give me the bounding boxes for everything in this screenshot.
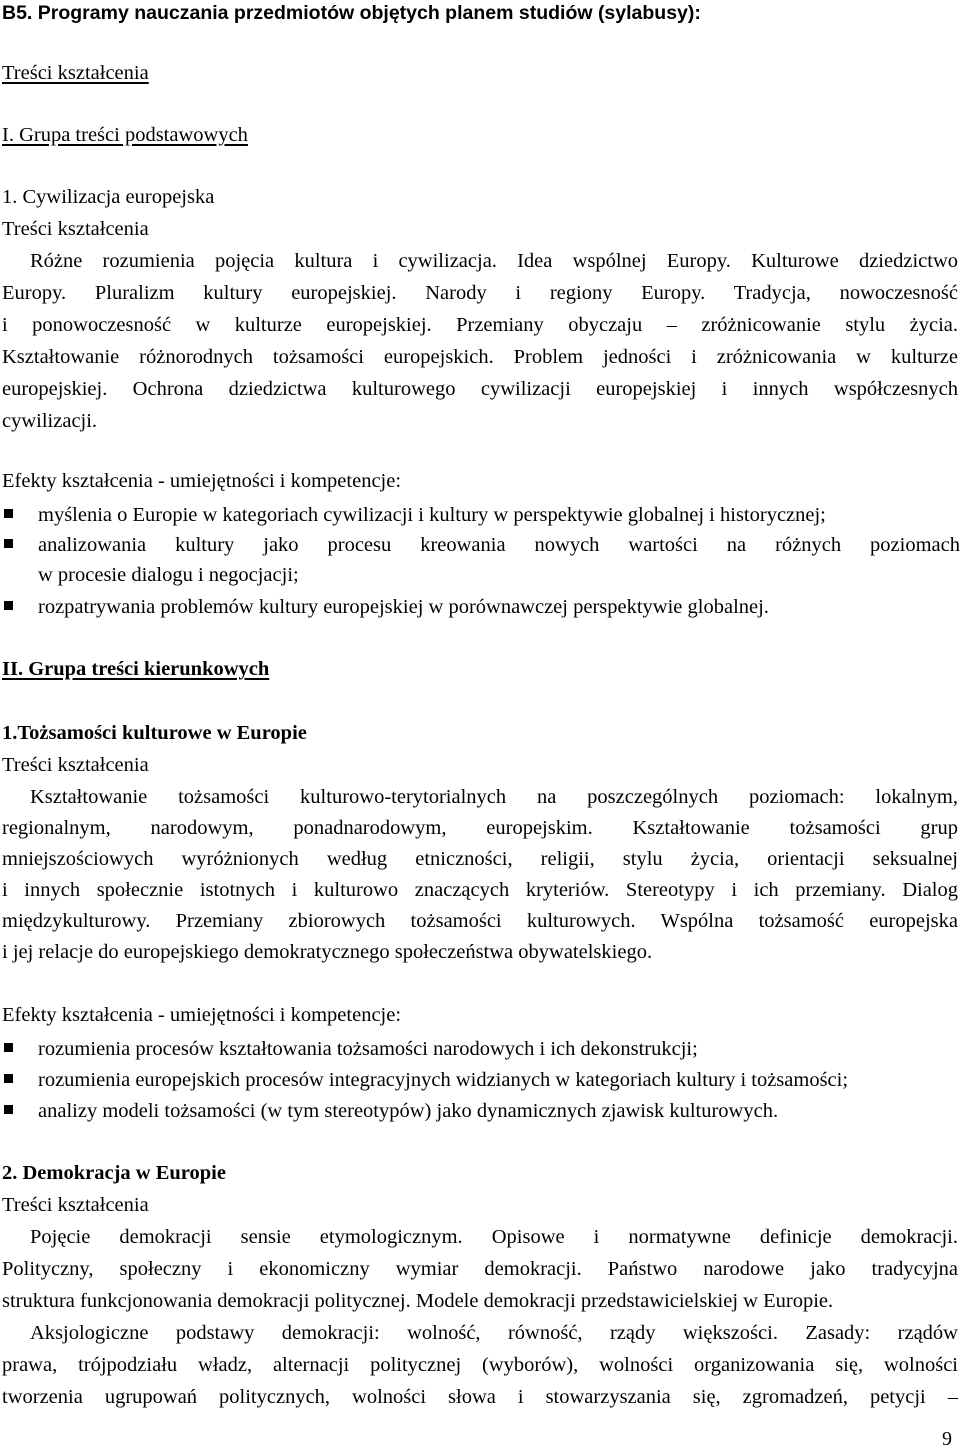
bullet-square-icon — [4, 509, 13, 518]
s3-para-line: Aksjologiczne podstawy demokracji: wolność, równość, rządy większości. Zasady: rządów — [30, 1322, 958, 1344]
bullet-square-icon — [4, 539, 13, 548]
s1-para-line: cywilizacji. — [2, 410, 98, 432]
bullet-text: rozumienia europejskich procesów integracyjnych widzianych w kategoriach kultury i tożsamości; — [38, 1069, 849, 1091]
bullet-text: analizy modeli tożsamości (w tym stereotypów) jako dynamicznych zjawisk kulturowych. — [38, 1100, 779, 1122]
s2-efekty-label: Efekty kształcenia - umiejętności i kompetencje: — [2, 1004, 402, 1026]
s3-para-line: prawa, trójpodziału władz, alternacji politycznej (wyborów), wolności organizowania się, wolności — [2, 1354, 958, 1376]
s2-para-line: i jej relacje do europejskiego demokratycznego społeczeństwa obywatelskiego. — [2, 941, 653, 963]
s3-para-line: tworzenia ugrupowań politycznych, wolności słowa i stowarzyszania się, zgromadzeń, petycji – — [2, 1386, 958, 1408]
tresci-heading: Treści kształcenia — [2, 62, 149, 84]
bullet-text: myślenia o Europie w kategoriach cywilizacji i kultury w perspektywie globalnej i historycznej; — [38, 504, 826, 526]
bullet-square-icon — [4, 1043, 13, 1052]
s1-tresci-label: Treści kształcenia — [2, 218, 149, 240]
bullet-text: rozumienia procesów kształtowania tożsamości narodowych i ich dekonstrukcji; — [38, 1038, 698, 1060]
s2-para-line: i innych społecznie istotnych i kulturowo znaczących kryteriów. Stereotypy i ich przemiany. Dialog — [2, 879, 958, 901]
s3-para-line: Polityczny, społeczny i ekonomiczny wymiar demokracji. Państwo narodowe jako tradycyjna — [2, 1258, 958, 1280]
s1-para-line: i ponowoczesność w kulturze europejskiej. Przemiany obyczaju – zróżnicowanie stylu życia. — [2, 314, 958, 336]
s3-para-line: struktura funkcjonowania demokracji politycznej. Modele demokracji przedstawicielskiej w Europie. — [2, 1290, 834, 1312]
group-heading-basic: I. Grupa treści podstawowych — [2, 124, 248, 146]
s3-tresci-label: Treści kształcenia — [2, 1194, 149, 1216]
s1-para-line: Kształtowanie różnorodnych tożsamości europejskich. Problem jedności i zróżnicowania w kulturze — [2, 346, 958, 368]
bullet-square-icon — [4, 601, 13, 610]
s3-title: 2. Demokracja w Europie — [2, 1162, 226, 1184]
bullet-square-icon — [4, 1105, 13, 1114]
section-heading-b5: B5. Programy nauczania przedmiotów objętych planem studiów (sylabusy): — [2, 2, 701, 24]
bullet-text: analizowania kultury jako procesu kreowania nowych wartości na różnych poziomach — [38, 534, 960, 556]
s2-para-line: Kształtowanie tożsamości kulturowo-terytorialnych na poszczególnych poziomach: lokalnym, — [30, 786, 958, 808]
s1-para-line: europejskiej. Ochrona dziedzictwa kulturowego cywilizacji europejskiej i innych współczesnych — [2, 378, 958, 400]
s1-title: 1. Cywilizacja europejska — [2, 186, 215, 208]
group-heading-directional: II. Grupa treści kierunkowych — [2, 658, 270, 680]
s1-para-line: Różne rozumienia pojęcia kultura i cywilizacja. Idea wspólnej Europy. Kulturowe dziedzictwo — [30, 250, 958, 272]
s1-para-line: Europy. Pluralizm kultury europejskiej. Narody i regiony Europy. Tradycja, nowoczesność — [2, 282, 958, 304]
page-number: 9 — [942, 1428, 952, 1450]
s2-para-line: międzykulturowy. Przemiany zbiorowych tożsamości kulturowych. Wspólna tożsamość europejska — [2, 910, 958, 932]
s2-para-line: regionalnym, narodowym, ponadnarodowym, europejskim. Kształtowanie tożsamości grup — [2, 817, 958, 839]
bullet-text-continued: w procesie dialogu i negocjacji; — [38, 564, 299, 586]
s2-title: 1.Tożsamości kulturowe w Europie — [2, 722, 307, 744]
s1-efekty-label: Efekty kształcenia - umiejętności i kompetencje: — [2, 470, 402, 492]
s2-para-line: mniejszościowych wyróżnionych według etniczności, religii, stylu życia, orientacji seksualnej — [2, 848, 958, 870]
s2-tresci-label: Treści kształcenia — [2, 754, 149, 776]
bullet-square-icon — [4, 1074, 13, 1083]
s3-para-line: Pojęcie demokracji sensie etymologicznym. Opisowe i normatywne definicje demokracji. — [30, 1226, 958, 1248]
bullet-text: rozpatrywania problemów kultury europejskiej w porównawczej perspektywie globalnej. — [38, 596, 769, 618]
